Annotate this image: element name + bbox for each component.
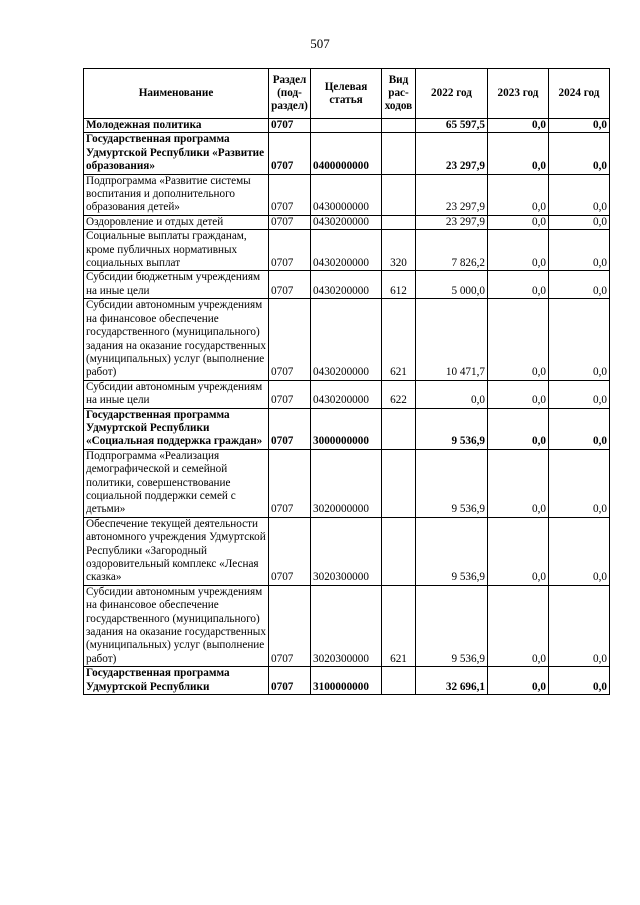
cell-name: Государственная программа Удмуртской Республики «Социальная поддержка граждан» — [84, 408, 269, 449]
cell-statia: 3020300000 — [311, 585, 382, 666]
cell-name: Социальные выплаты гражданам, кроме публичных нормативных социальных выплат — [84, 230, 269, 271]
cell-name: Государственная программа Удмуртской Республики «Развитие образования» — [84, 133, 269, 174]
cell-razdel: 0707 — [269, 517, 311, 585]
header-2023: 2023 год — [488, 69, 549, 119]
table-row — [84, 230, 610, 271]
cell-2023: 0,0 — [488, 215, 549, 229]
cell-name: Молодежная политика — [84, 119, 269, 133]
cell-2022: 9 536,9 — [416, 585, 488, 666]
cell-name: Подпрограмма «Развитие системы воспитания и дополнительного образования детей» — [84, 174, 269, 215]
header-name: Наименование — [84, 69, 269, 119]
cell-2024: 0,0 — [549, 230, 610, 271]
cell-vid — [382, 449, 416, 517]
table-row — [84, 585, 610, 666]
cell-statia: 0430000000 — [311, 174, 382, 215]
cell-razdel: 0707 — [269, 299, 311, 380]
cell-2023: 0,0 — [488, 133, 549, 174]
table-row — [84, 174, 610, 215]
cell-statia: 3020000000 — [311, 449, 382, 517]
cell-statia: 0430200000 — [311, 215, 382, 229]
cell-vid — [382, 517, 416, 585]
cell-2023: 0,0 — [488, 517, 549, 585]
header-statia: Целевая статья — [311, 69, 382, 119]
cell-vid — [382, 133, 416, 174]
table-row — [84, 449, 610, 517]
cell-statia: 0430200000 — [311, 299, 382, 380]
cell-razdel: 0707 — [269, 585, 311, 666]
cell-name: Субсидии автономным учреждениям на финансовое обеспечение государственного (муниципального) задания на оказание государственных (муниципальных) услуг (выполнение работ) — [84, 585, 269, 666]
cell-2023: 0,0 — [488, 380, 549, 408]
cell-2023: 0,0 — [488, 408, 549, 449]
cell-statia: 0430200000 — [311, 380, 382, 408]
cell-statia — [311, 119, 382, 133]
cell-2024: 0,0 — [549, 299, 610, 380]
cell-2024: 0,0 — [549, 380, 610, 408]
cell-2023: 0,0 — [488, 271, 549, 299]
cell-vid — [382, 667, 416, 695]
table-row — [84, 517, 610, 585]
cell-name: Обеспечение текущей деятельности автономного учреждения Удмуртской Республики «Загородный оздоровительный комплекс «Лесная сказка» — [84, 517, 269, 585]
cell-name: Субсидии бюджетным учреждениям на иные цели — [84, 271, 269, 299]
cell-razdel: 0707 — [269, 408, 311, 449]
cell-2023: 0,0 — [488, 174, 549, 215]
cell-vid — [382, 174, 416, 215]
cell-2022: 65 597,5 — [416, 119, 488, 133]
cell-2024: 0,0 — [549, 517, 610, 585]
cell-2022: 23 297,9 — [416, 174, 488, 215]
cell-2024: 0,0 — [549, 271, 610, 299]
cell-2022: 10 471,7 — [416, 299, 488, 380]
cell-name: Субсидии автономным учреждениям на финансовое обеспечение государственного (муниципального) задания на оказание государственных (муниципальных) услуг (выполнение работ) — [84, 299, 269, 380]
cell-name: Субсидии автономным учреждениям на иные цели — [84, 380, 269, 408]
cell-name: Оздоровление и отдых детей — [84, 215, 269, 229]
cell-razdel: 0707 — [269, 215, 311, 229]
cell-name: Государственная программа Удмуртской Республики — [84, 667, 269, 695]
cell-statia: 0430200000 — [311, 271, 382, 299]
cell-razdel: 0707 — [269, 449, 311, 517]
cell-vid: 320 — [382, 230, 416, 271]
cell-2023: 0,0 — [488, 230, 549, 271]
cell-2022: 7 826,2 — [416, 230, 488, 271]
cell-2024: 0,0 — [549, 585, 610, 666]
cell-2023: 0,0 — [488, 449, 549, 517]
cell-2022: 5 000,0 — [416, 271, 488, 299]
cell-2024: 0,0 — [549, 215, 610, 229]
table-row — [84, 667, 610, 695]
cell-2022: 32 696,1 — [416, 667, 488, 695]
cell-razdel: 0707 — [269, 380, 311, 408]
cell-razdel: 0707 — [269, 271, 311, 299]
cell-vid — [382, 215, 416, 229]
table-row — [84, 408, 610, 449]
cell-2022: 23 297,9 — [416, 133, 488, 174]
table-row — [84, 299, 610, 380]
cell-statia: 0400000000 — [311, 133, 382, 174]
table-row — [84, 380, 610, 408]
cell-2024: 0,0 — [549, 667, 610, 695]
cell-name: Подпрограмма «Реализация демографической и семейной политики, совершенствование социальной поддержки семей с детьми» — [84, 449, 269, 517]
page-number: 507 — [310, 36, 330, 51]
header-2024: 2024 год — [549, 69, 610, 119]
cell-2022: 9 536,9 — [416, 449, 488, 517]
budget-table — [83, 68, 610, 695]
table-row — [84, 119, 610, 133]
cell-2024: 0,0 — [549, 133, 610, 174]
cell-statia: 0430200000 — [311, 230, 382, 271]
cell-statia: 3020300000 — [311, 517, 382, 585]
cell-2023: 0,0 — [488, 119, 549, 133]
cell-razdel: 0707 — [269, 667, 311, 695]
table-header-row — [84, 69, 610, 119]
cell-vid: 621 — [382, 299, 416, 380]
header-razdel: Раздел (под-раздел) — [269, 69, 311, 119]
cell-razdel: 0707 — [269, 133, 311, 174]
cell-2023: 0,0 — [488, 585, 549, 666]
cell-2024: 0,0 — [549, 449, 610, 517]
cell-razdel: 0707 — [269, 119, 311, 133]
cell-2023: 0,0 — [488, 667, 549, 695]
cell-razdel: 0707 — [269, 174, 311, 215]
cell-2024: 0,0 — [549, 174, 610, 215]
cell-2022: 23 297,9 — [416, 215, 488, 229]
cell-2022: 9 536,9 — [416, 517, 488, 585]
cell-2022: 0,0 — [416, 380, 488, 408]
cell-vid: 612 — [382, 271, 416, 299]
header-vid: Вид рас-ходов — [382, 69, 416, 119]
table-row — [84, 215, 610, 229]
cell-vid: 621 — [382, 585, 416, 666]
cell-vid — [382, 408, 416, 449]
cell-2023: 0,0 — [488, 299, 549, 380]
cell-2024: 0,0 — [549, 119, 610, 133]
cell-razdel: 0707 — [269, 230, 311, 271]
cell-vid — [382, 119, 416, 133]
header-2022: 2022 год — [416, 69, 488, 119]
table-row — [84, 271, 610, 299]
cell-2022: 9 536,9 — [416, 408, 488, 449]
cell-2024: 0,0 — [549, 408, 610, 449]
table-row — [84, 133, 610, 174]
cell-statia: 3000000000 — [311, 408, 382, 449]
cell-statia: 3100000000 — [311, 667, 382, 695]
table-body — [84, 119, 610, 695]
cell-vid: 622 — [382, 380, 416, 408]
